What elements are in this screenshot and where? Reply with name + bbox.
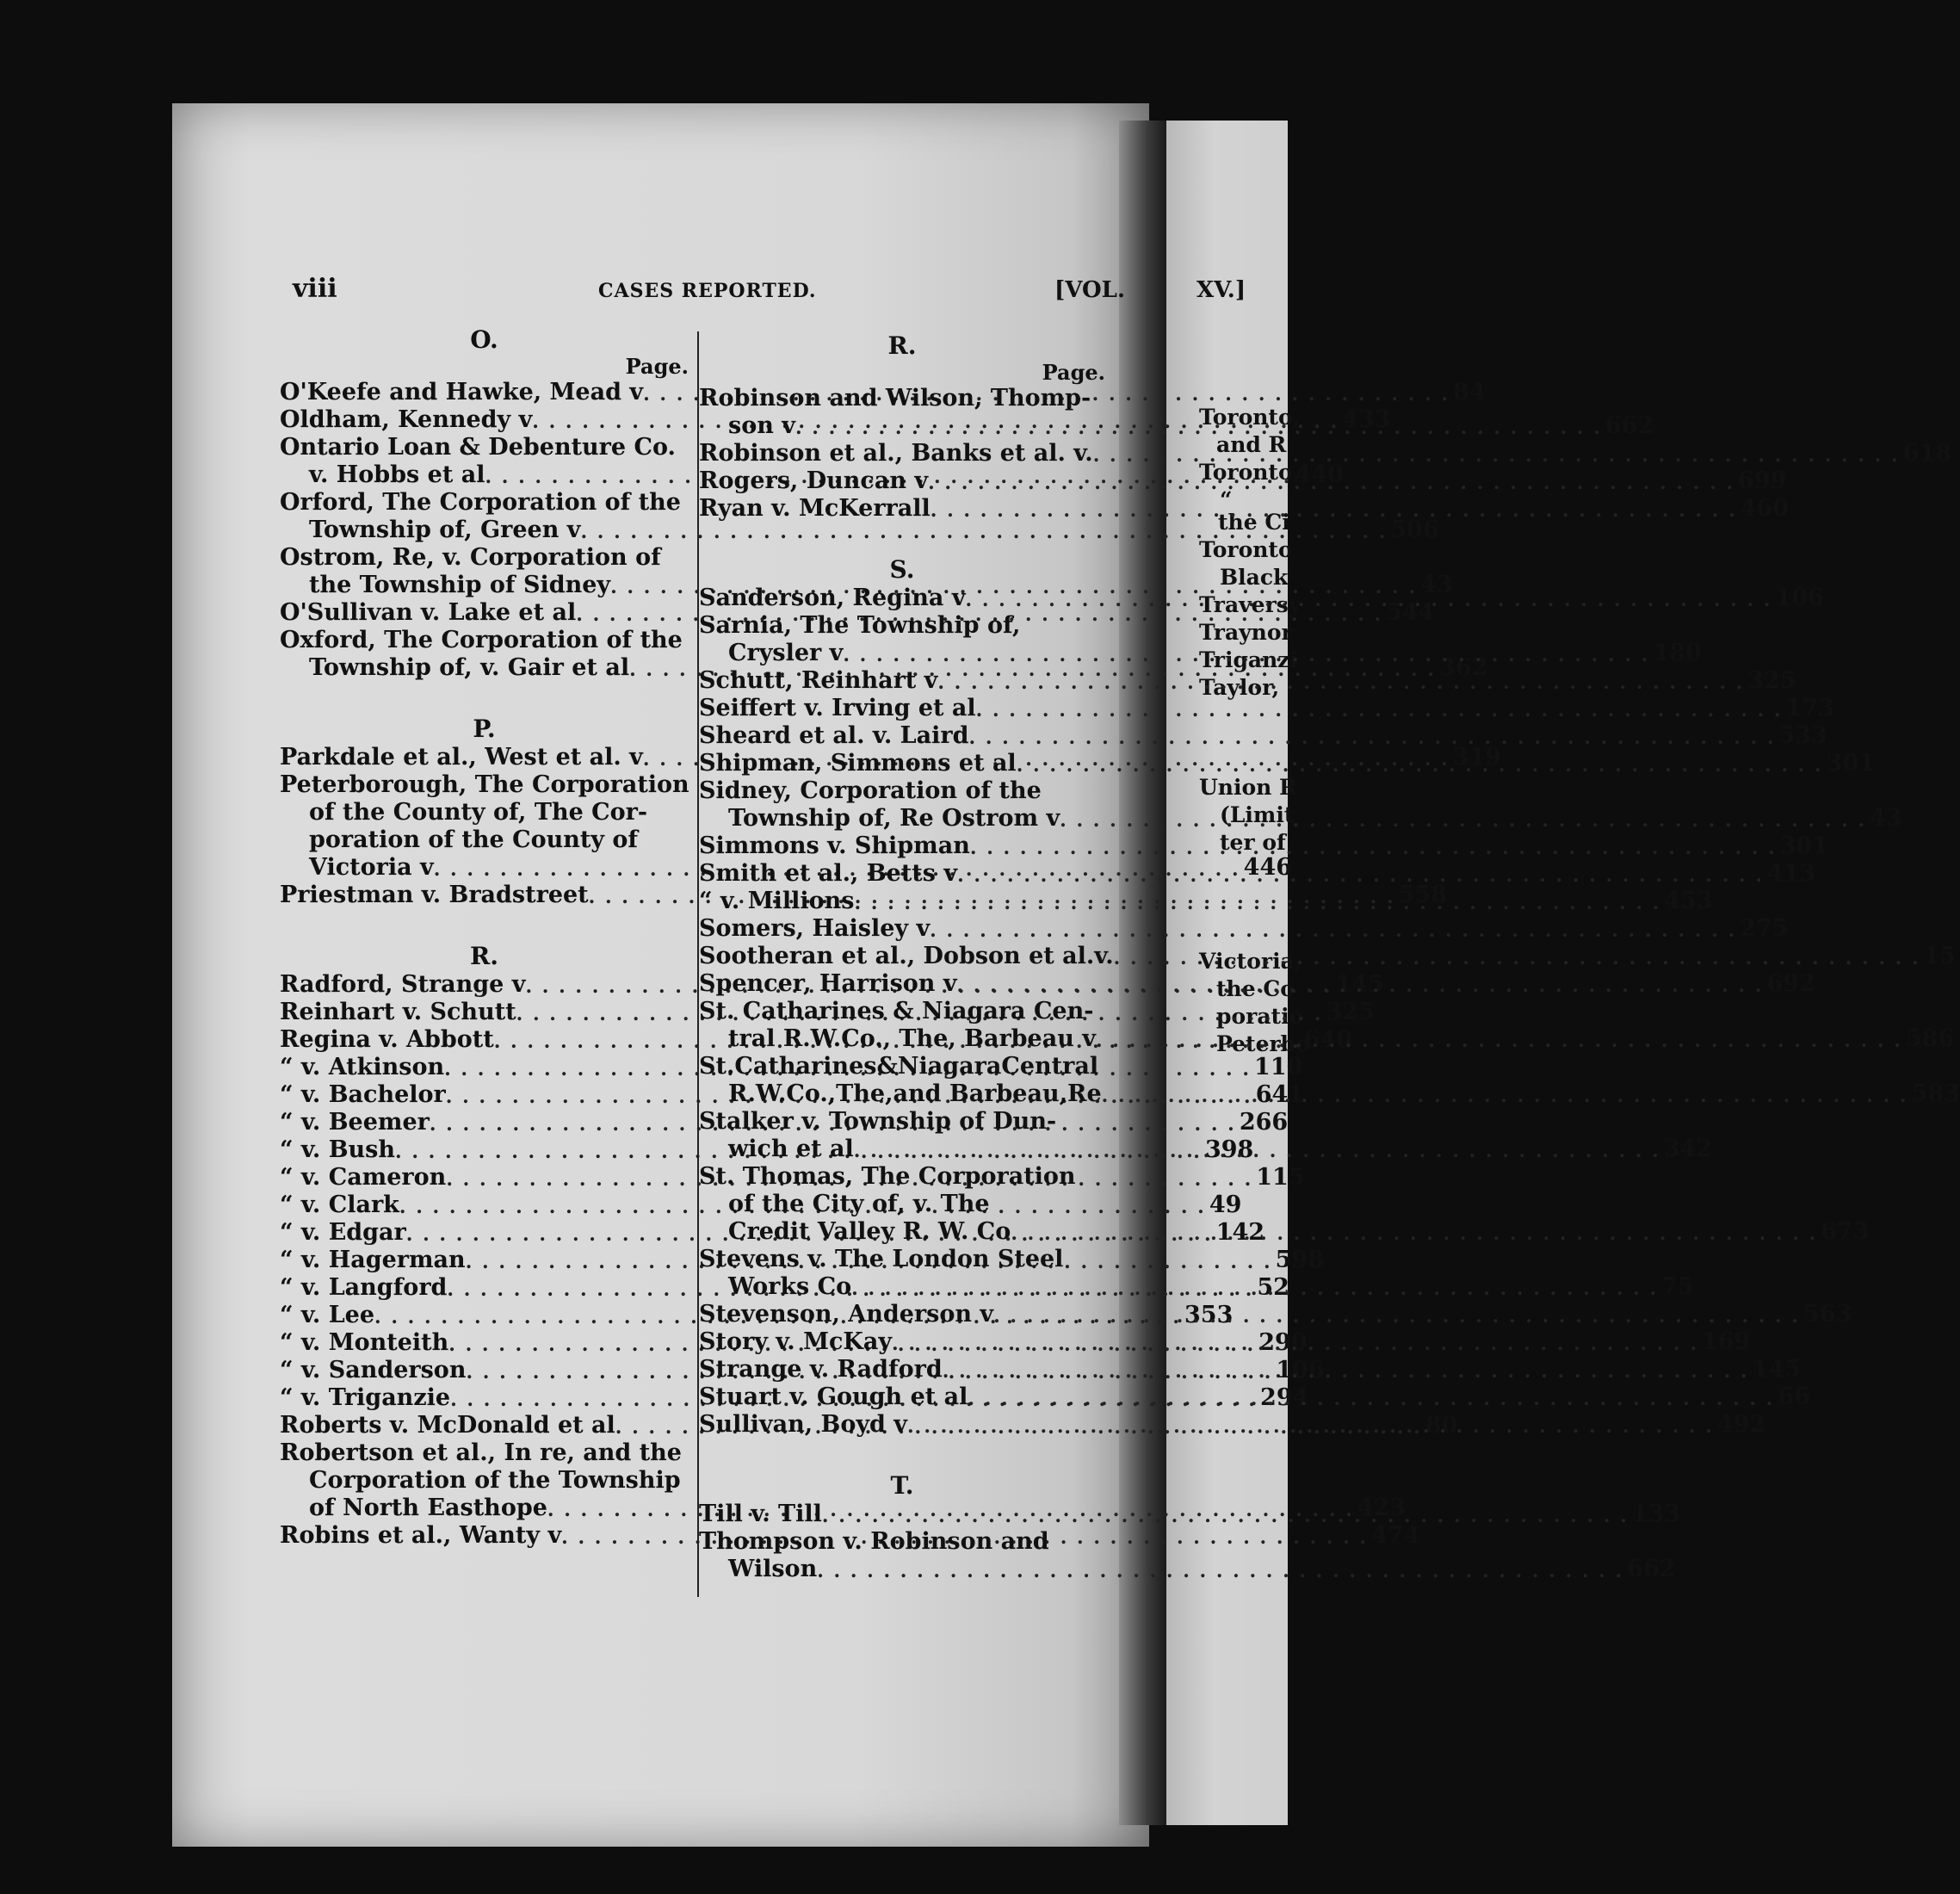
case-name-text: Stevens v. The London Steel	[699, 1246, 1064, 1272]
dot-leader	[930, 919, 1736, 943]
running-head	[0, 274, 1288, 308]
dot-leader	[1093, 443, 1900, 467]
case-entry-line	[699, 1528, 1105, 1556]
dot-leader	[843, 643, 1649, 667]
case-name-text: wich et al	[728, 1136, 854, 1162]
page-number: 173	[1785, 695, 1834, 721]
page-number: 133	[1631, 1501, 1681, 1527]
case-name-text: “ v. Langford	[280, 1274, 448, 1301]
facing-page-text: the Co	[1216, 976, 1295, 1001]
case-name-text: Sarnia, The Township of,	[699, 612, 1021, 639]
page-number: 353	[1184, 1302, 1234, 1328]
facing-page-text: Traynor	[1199, 620, 1293, 645]
page-number: 66	[1778, 1383, 1810, 1410]
section-letter: R.	[887, 331, 917, 360]
case-name-text: “ v. Millions	[699, 888, 855, 914]
case-name-text: Robinson et al., Banks et al. v.	[699, 440, 1093, 467]
case-name-text: Ontario Loan & Debenture Co.	[280, 434, 676, 461]
case-entry-line	[280, 799, 689, 826]
page-number: 692	[1766, 970, 1815, 997]
case-name-text: Priestman v. Bradstreet	[280, 882, 589, 908]
case-entry-line	[280, 489, 689, 517]
page-number: 49	[1209, 1191, 1242, 1218]
case-name-text: Schutt, Reinhart v	[699, 667, 938, 694]
dot-leader	[795, 416, 1602, 440]
case-name-text: “ v. Sanderson	[280, 1357, 467, 1383]
case-name-text: Wilson	[728, 1556, 818, 1582]
page-number: 266	[1239, 1109, 1289, 1136]
page-column-heading: Page.	[1042, 360, 1105, 385]
case-entry-line	[699, 1191, 1105, 1218]
page-number: 106	[1775, 585, 1824, 611]
page-number: 75	[1661, 1273, 1694, 1300]
dot-leader	[969, 726, 1776, 750]
facing-page-text: Triganzi	[1199, 647, 1299, 672]
case-name-text: “ v. Clark	[280, 1191, 399, 1218]
page-number: 641	[1255, 1081, 1305, 1108]
dot-leader	[943, 1359, 1749, 1383]
case-name-text: Corporation of the Township	[309, 1467, 681, 1494]
case-name-text: “ v. Atkinson	[280, 1054, 445, 1080]
case-name-text: Strange v. Radford	[699, 1356, 943, 1383]
case-name-text: of the County of, The Cor-	[309, 799, 648, 826]
page-number: 110	[1254, 1054, 1303, 1080]
page-number: 43	[1420, 572, 1453, 598]
facing-page-text: Toronto	[1199, 537, 1293, 562]
page-number: 275	[1740, 915, 1789, 942]
facing-page-text: Taylor,	[1199, 675, 1280, 700]
case-name-text: Victoria v	[309, 854, 434, 881]
page-number: 52	[1257, 1274, 1289, 1301]
case-name-text: “ v. Bush	[280, 1136, 395, 1163]
case-name-text: Crysler v	[728, 640, 844, 666]
dot-leader	[966, 588, 1772, 612]
facing-page-text: the Ci	[1218, 510, 1290, 535]
page-number: 362	[1439, 654, 1488, 681]
case-name-text: Robins et al., Wanty v	[280, 1522, 562, 1549]
case-name-text: Works Co	[728, 1273, 852, 1300]
section-letter: O.	[470, 325, 498, 354]
dot-leader	[851, 1277, 1658, 1301]
section-gap	[280, 909, 689, 942]
case-name-text: v. Hobbs et al	[309, 461, 485, 488]
case-name-text: Seiffert v. Irving et al	[699, 695, 976, 721]
page-number: 544	[1386, 599, 1435, 626]
case-name-text: Sidney, Corporation of the	[699, 777, 1042, 804]
case-name-text: St. Thomas, The Corporation	[699, 1163, 1076, 1190]
case-name-text: “ v. Hagerman	[280, 1247, 466, 1273]
page-number: 440	[1295, 461, 1344, 488]
section-letter: R.	[469, 942, 499, 970]
case-name-text: Parkdale et al., West et al. v	[280, 744, 643, 771]
page-column-heading: Page.	[625, 354, 689, 379]
facing-page-text: Union R	[1199, 775, 1297, 800]
page-number: 492	[1716, 1411, 1766, 1438]
volume-label: [VOL.	[1054, 277, 1125, 303]
case-entry-line	[280, 1439, 689, 1467]
case-name-text: Township of, Green v	[309, 517, 581, 543]
section-gap	[699, 523, 1105, 555]
case-name-text: Oldham, Kennedy v	[280, 406, 533, 433]
page-number: 180	[1653, 640, 1702, 666]
case-entry-line	[280, 826, 689, 854]
page-number: 460	[1740, 495, 1790, 522]
section-letter: P.	[473, 715, 496, 743]
case-name-text: Till v. Till	[699, 1501, 822, 1527]
case-name-text: tral R.W.Co., The, Barbeau v	[728, 1025, 1096, 1052]
case-name-text: Sanderson, Regina v	[699, 585, 966, 611]
dot-leader	[1114, 946, 1920, 970]
case-name-text: O'Keefe and Hawke, Mead v	[280, 379, 644, 405]
case-entry-line	[699, 1556, 1676, 1583]
case-entry-line	[699, 915, 1789, 943]
dot-leader	[1017, 753, 1823, 777]
page-number: 598	[1275, 1247, 1325, 1273]
case-entry-line	[699, 695, 1834, 722]
case-name-text: St.Catharines&NiagaraCentral	[699, 1053, 1099, 1080]
dot-leader	[968, 1387, 1774, 1411]
section-letter: S.	[889, 555, 915, 584]
page-number: 294	[1260, 1384, 1309, 1411]
dot-leader	[937, 671, 1744, 695]
page-number: 673	[1821, 1218, 1870, 1245]
dot-leader	[892, 1332, 1698, 1356]
case-name-text: of North Easthope	[309, 1495, 547, 1521]
page-number: 423	[1357, 1495, 1407, 1521]
facing-page-text: (Limit	[1220, 802, 1295, 827]
case-name-text: poration of the County of	[309, 826, 639, 853]
page-number: 15	[1923, 943, 1957, 969]
page-number: 586	[1905, 1025, 1955, 1052]
volume-number: XV.]	[1196, 277, 1246, 303]
case-name-text: Reinhart v. Schutt	[280, 999, 516, 1025]
section-gap	[699, 1439, 1105, 1471]
page-number: 325	[1326, 999, 1375, 1025]
page-number: 301	[1826, 750, 1876, 777]
case-name-text: Ostrom, Re, v. Corporation of	[280, 544, 661, 571]
case-name-text: St. Catharines & Niagara Cen-	[699, 998, 1094, 1024]
case-entry-line	[699, 612, 1105, 640]
dot-leader	[976, 698, 1783, 722]
page-number: 453	[1664, 888, 1713, 914]
page-number: 563	[1803, 1301, 1852, 1328]
facing-page-text: Black	[1220, 565, 1289, 590]
case-name-text: Story v. McKay	[699, 1328, 893, 1355]
page-number: 506	[1390, 517, 1439, 543]
dot-leader	[854, 1139, 1660, 1163]
case-name-text: Spencer, Harrison v	[699, 970, 957, 997]
case-entry-line	[699, 385, 1105, 412]
case-name-text: Sullivan, Boyd v	[699, 1411, 907, 1438]
case-entry-line	[280, 771, 689, 799]
dot-leader	[822, 1504, 1629, 1528]
page-number: 145	[1335, 971, 1384, 998]
case-name-text: Radford, Strange v	[280, 971, 526, 998]
case-entry-line	[699, 777, 1105, 805]
case-entry-line	[280, 434, 689, 461]
case-entry	[699, 695, 1834, 722]
case-name-text: “ v. Beemer	[280, 1109, 430, 1136]
page-number: 662	[1604, 412, 1654, 439]
case-name-text: the Township of Sidney	[309, 572, 611, 598]
case-entry	[699, 915, 1789, 943]
page-number: 618	[1902, 440, 1952, 467]
page-number: 640	[1303, 1026, 1353, 1053]
case-name-text: Stalker v. Township of Dun-	[699, 1108, 1057, 1135]
page-number: 558	[1398, 882, 1447, 908]
case-name-text: “ v. Monteith	[280, 1329, 449, 1356]
page-number: 43	[1870, 805, 1902, 832]
page-number: 169	[1702, 1328, 1751, 1355]
case-entry-line	[699, 1053, 1105, 1080]
facing-page-text: Toronto,	[1199, 405, 1301, 430]
facing-page-text: and R	[1216, 432, 1287, 457]
page-number: 106	[1276, 1357, 1325, 1383]
case-entry-line	[699, 998, 1105, 1025]
dot-leader	[1011, 1222, 1817, 1246]
dot-leader	[854, 891, 1660, 915]
case-name-text: Peterborough, The Corporation	[280, 771, 689, 798]
case-name-text: R.W.Co.,The,and Barbeau,Re	[728, 1080, 1102, 1107]
page-number: 662	[1627, 1556, 1676, 1582]
dot-leader	[1096, 1029, 1902, 1053]
page-number: 533	[1778, 722, 1827, 749]
case-name-text: “ v. Triganzie	[280, 1384, 451, 1411]
dot-leader	[993, 1304, 1800, 1328]
page-number: 413	[1767, 860, 1816, 887]
facing-page-text: poratio	[1216, 1004, 1304, 1029]
case-entry-line	[699, 1246, 1105, 1273]
case-name-text: “ v. Cameron	[280, 1164, 447, 1191]
dot-leader	[817, 1559, 1623, 1583]
case-name-text: “ v. Bachelor	[280, 1081, 446, 1108]
page-number: 84	[1453, 379, 1486, 405]
case-name-text: Regina v. Abbott	[280, 1026, 494, 1053]
case-name-text: Simmons v. Shipman	[699, 832, 970, 859]
case-name-text: Orford, The Corporation of the	[280, 489, 681, 516]
facing-page-text: ter of	[1220, 830, 1286, 855]
case-name-text: Township of, Re Ostrom v	[728, 805, 1060, 832]
page-title: CASES REPORTED.	[598, 280, 817, 302]
case-name-text: Shipman, Simmons et al	[699, 750, 1017, 777]
facing-page-text: Victoria,	[1199, 949, 1302, 974]
case-entry-line	[280, 544, 689, 572]
case-name-text: Township of, v. Gair et al	[309, 654, 630, 681]
dot-leader	[970, 836, 1777, 860]
case-entry-line	[699, 1163, 1105, 1191]
case-name-text: Rogers, Duncan v	[699, 467, 929, 494]
page-number: 319	[1452, 744, 1502, 771]
case-name-text: Oxford, The Corporation of the	[280, 627, 683, 653]
page-number: 145	[1752, 1356, 1802, 1383]
case-name-text: Robinson and Wilson, Thomp-	[699, 385, 1091, 412]
case-entry-line	[699, 1108, 1105, 1136]
case-name-text: Roberts v. McDonald et al	[280, 1412, 615, 1439]
case-entry-line	[280, 627, 689, 654]
case-name-text: O'Sullivan v. Lake et al	[280, 599, 577, 626]
dot-leader	[1060, 808, 1866, 832]
case-name-text: “ v. Lee	[280, 1302, 375, 1328]
page-number: 80	[1425, 1412, 1458, 1439]
page-folio: viii	[293, 274, 337, 304]
page-number: 699	[1738, 467, 1787, 494]
case-name-text: Stuart v. Gough et al	[699, 1383, 968, 1410]
dot-leader	[957, 974, 1764, 998]
dot-leader	[1102, 1084, 1908, 1108]
case-name-text: Sootheran et al., Dobson et al.v.	[699, 943, 1114, 969]
dot-leader	[907, 1414, 1714, 1439]
facing-page-text: Traversy	[1199, 592, 1302, 617]
case-name-text: Thompson v. Robinson and	[699, 1528, 1049, 1555]
case-name-text: Robertson et al., In re, and the	[280, 1439, 682, 1466]
case-name-text: Ryan v. McKerrall	[699, 495, 931, 522]
dot-leader	[957, 863, 1764, 888]
page-number: 474	[1371, 1522, 1420, 1549]
page-number: 583	[1911, 1080, 1960, 1107]
facing-page-text: “	[1220, 487, 1233, 512]
dot-leader	[931, 498, 1737, 523]
facing-page-text: Toronto,	[1199, 460, 1301, 485]
case-name-text: Credit Valley R. W. Co	[728, 1218, 1011, 1245]
case-name-text: Sheard et al. v. Laird	[699, 722, 969, 749]
case-name-text: Somers, Haisley v	[699, 915, 931, 942]
page-number: 446	[1243, 854, 1293, 881]
page-number: 290	[1258, 1329, 1308, 1356]
case-name-text: Smith et al., Betts v	[699, 860, 958, 887]
page-number: 142	[1215, 1219, 1265, 1246]
case-name-text: “ v. Edgar	[280, 1219, 406, 1246]
page-number: 398	[1204, 1136, 1254, 1163]
section-gap	[280, 682, 689, 715]
case-entry-line	[280, 1467, 689, 1495]
page-number: 433	[1342, 406, 1391, 433]
page-number: 301	[1779, 832, 1829, 859]
page-number: 325	[1747, 667, 1796, 694]
case-name-text: of the City of, v. The	[728, 1191, 990, 1217]
case-name-text: son v	[728, 412, 795, 439]
section-letter: T.	[890, 1471, 914, 1500]
case-name-text: Stevenson, Anderson v	[699, 1301, 994, 1328]
case-entry	[699, 722, 1827, 750]
dot-leader	[928, 471, 1734, 495]
page-number: 115	[1256, 1164, 1305, 1191]
page-number: 342	[1663, 1136, 1713, 1162]
facing-page-text: Peterbo	[1216, 1031, 1310, 1056]
case-entry-line	[699, 722, 1827, 750]
